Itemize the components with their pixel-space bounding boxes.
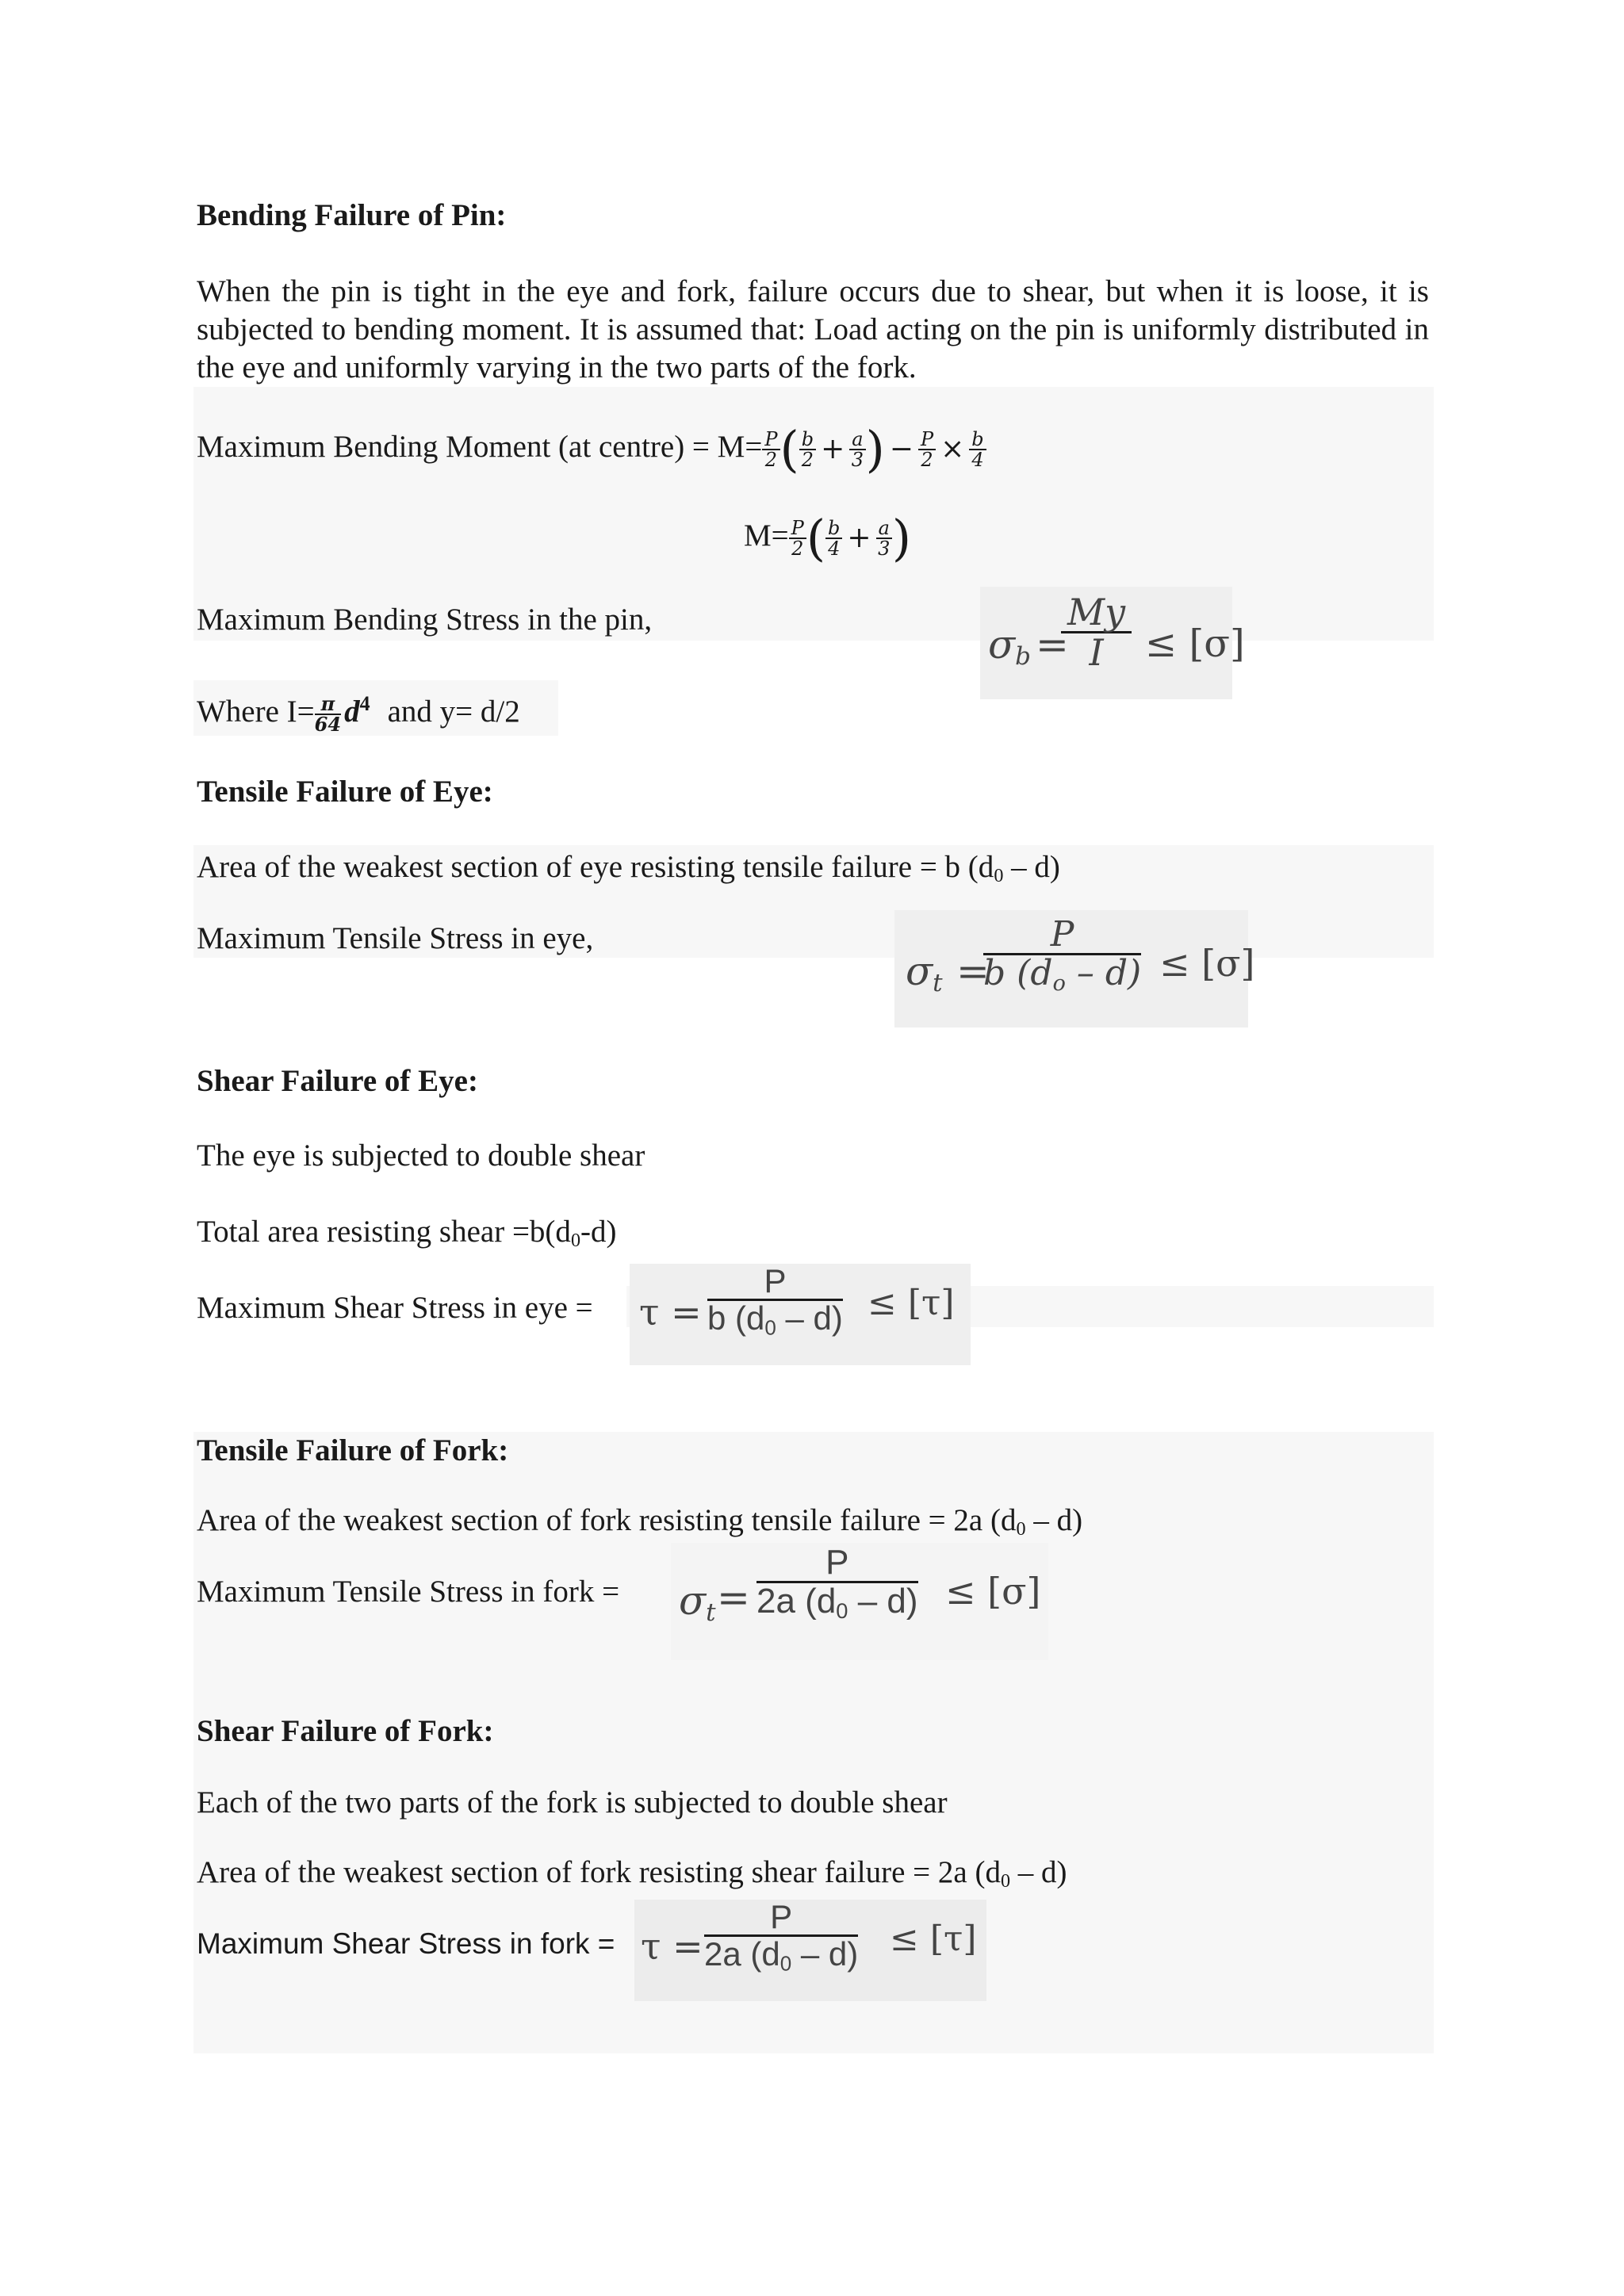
section-heading: Shear Failure of Fork: [197, 1714, 494, 1748]
fraction-numerator: P [983, 916, 1141, 955]
fork-shear-area-line: Area of the weakest section of fork resisting shear failure = 2a $(d_0 - d)$ [197, 1855, 1067, 1892]
fraction-numerator: My [1061, 593, 1132, 633]
plus-sign: + [821, 433, 845, 466]
formula-image-tau-eye: τ = $\frac{P}{b (d_0 - d)}$ ≤ [τ] [630, 1264, 971, 1365]
fraction-numerator: P [707, 1264, 843, 1301]
fork-shear-stress-label: Maximum Shear Stress in fork = [197, 1927, 615, 1960]
section-heading: Bending Failure of Pin: [197, 198, 507, 232]
moment-simplified: M= $\frac{P}{2}$ ( $\frac{b}{4}$ + $\frac{a}{3}$ ) [744, 509, 912, 568]
eye-shear-stress-label: Maximum Shear Stress in eye = [197, 1291, 593, 1325]
times-sign: × [940, 433, 965, 466]
plus-sign: + [847, 522, 871, 555]
section-heading: Shear Failure of Eye: [197, 1064, 478, 1098]
fraction-denominator: I [1089, 631, 1104, 675]
fork-tensile-area-line: Area of the weakest section of fork resisting tensile failure = 2a $(d_0 - d)$ [197, 1503, 1083, 1540]
open-paren: ( [806, 509, 826, 568]
close-paren: ) [865, 420, 885, 479]
formula-image-sigma-b: $\sigma_b$ = $\frac{My}{I}$ ≤ [σ] [980, 587, 1232, 699]
open-paren: ( [779, 420, 799, 479]
minus-sign: − [889, 433, 914, 466]
fraction-a-over-3: $\frac{a}{3}$ [876, 519, 892, 558]
fraction-p-over-2: $\frac{P}{2}$ [762, 430, 779, 469]
fraction-a-over-3: $\frac{a}{3}$ [849, 430, 865, 469]
fraction-b-over-2: $\frac{b}{2}$ [799, 430, 816, 469]
fraction-denominator: 2a $(d_0 - d)$ [704, 1935, 859, 1976]
fraction-denominator: 2a $(d_0 - d)$ [756, 1582, 918, 1623]
fraction-denominator: b $(d_o - d)$ [983, 953, 1142, 996]
fraction-numerator: P [756, 1544, 918, 1583]
fraction-pi-over-64: $\frac{\pi}{64}$ [314, 692, 342, 737]
fraction-b-over-4: $\frac{b}{4}$ [969, 430, 986, 469]
eye-area-line: Area of the weakest section of eye resisting tensile failure = b $(d_0 - d)$ [197, 850, 1060, 887]
max-bending-stress-label: Maximum Bending Stress in the pin, [197, 603, 653, 637]
eye-tensile-stress-label: Maximum Tensile Stress in eye, [197, 921, 594, 955]
fraction-denominator: b $(d_0 - d)$ [707, 1299, 843, 1340]
fraction-p-over-2: $\frac{P}{2}$ [789, 519, 806, 558]
max-moment-line [197, 420, 986, 479]
section-heading: Tensile Failure of Fork: [197, 1433, 509, 1468]
close-paren: ) [891, 509, 912, 568]
eye-shear-area-line: Total area resisting shear $=b(d_0-d)$ [197, 1215, 617, 1252]
eye-double-shear-line: The eye is subjected to double shear [197, 1138, 645, 1173]
formula-image-sigma-t-eye: $\sigma_t$ = $\frac{P}{b (d_o - d)}$ ≤ [σ] [894, 910, 1248, 1027]
fork-double-shear-line: Each of the two parts of the fork is subjected to double shear [197, 1785, 948, 1820]
paragraph: When the pin is tight in the eye and fork, failure occurs due to shear, but when it is loose, it is subjected to bending moment. It is assumed that: Load acting on the pin is uniformly distributed in the eye and uniformly varying in the two parts of the fork. [197, 274, 1429, 385]
fraction-b-over-4: $\frac{b}{4}$ [825, 519, 842, 558]
formula-image-sigma-t-fork: $\sigma_t$ = $\frac{P}{2a (d_0 - d)}$ ≤ [σ] [671, 1543, 1048, 1660]
fraction-p-over-2: $\frac{P}{2}$ [918, 430, 936, 469]
where-line: Where I= $\frac{\pi}{64}$ $d^4$ and y= d/2 [197, 692, 520, 737]
fraction-numerator: P [704, 1900, 858, 1937]
formula-image-tau-fork: τ = $\frac{P}{2a (d_0 - d)}$ ≤ [τ] [634, 1900, 986, 2001]
fork-tensile-stress-label: Maximum Tensile Stress in fork = [197, 1575, 620, 1609]
section-heading: Tensile Failure of Eye: [197, 775, 493, 809]
max-moment-label: Maximum Bending Moment (at centre) = M= [197, 430, 763, 464]
